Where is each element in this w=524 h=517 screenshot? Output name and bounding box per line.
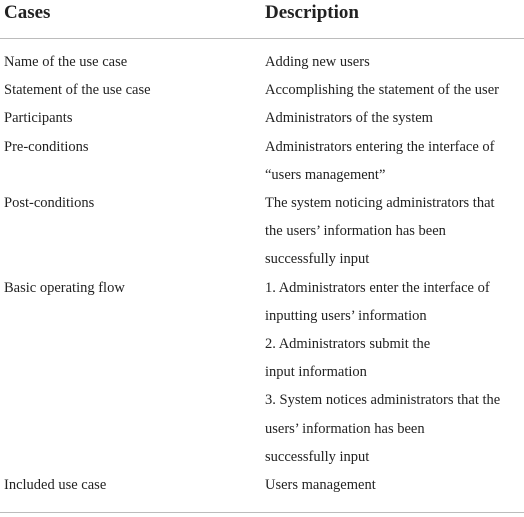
table-row [0,104,524,132]
table-bottom-divider [0,512,524,513]
description-line: successfully input [265,448,370,465]
description-cell [265,104,523,132]
case-cell: Included use case [4,477,107,494]
description-cell [265,48,523,76]
description-cell [265,133,523,189]
header-divider [0,38,524,39]
description-cell [265,471,523,499]
table-row [0,48,524,76]
case-cell: Name of the use case [4,54,128,70]
description-line: “users management” [265,166,386,183]
description-line: Users management [265,477,376,494]
description-line: Administrators entering the interface of [265,138,495,155]
description-line: 1. Administrators enter the interface of [265,279,490,296]
description-cell [265,76,523,104]
case-cell: Statement of the use case [4,82,151,99]
description-line: successfully input [265,251,370,268]
case-cell: Pre-conditions [4,138,89,155]
description-line: users’ information has been [265,420,425,437]
table-row [0,471,524,499]
case-cell: Post-conditions [4,195,95,212]
description-line: input information [265,364,367,381]
header-description: Description [265,2,359,23]
table-header-row [0,0,524,38]
case-cell: Basic operating flow [4,279,125,296]
description-line: 2. Administrators submit the [265,336,431,353]
table-row [0,189,524,274]
table-row [0,76,524,104]
table-row [0,133,524,189]
table-row [0,274,524,471]
description-line: Administrators of the system [265,110,433,127]
description-line: The system noticing administrators that [265,195,495,212]
description-cell [265,189,523,274]
description-line: Accomplishing the statement of the user [265,82,499,99]
header-cases: Cases [4,2,51,23]
case-cell: Participants [4,110,73,127]
description-line: inputting users’ information [265,307,427,324]
description-line: the users’ information has been [265,223,446,240]
description-cell [265,274,523,471]
description-line: 3. System notices administrators that the [265,392,501,409]
table-body [0,48,524,499]
description-line: Adding new users [265,54,370,70]
